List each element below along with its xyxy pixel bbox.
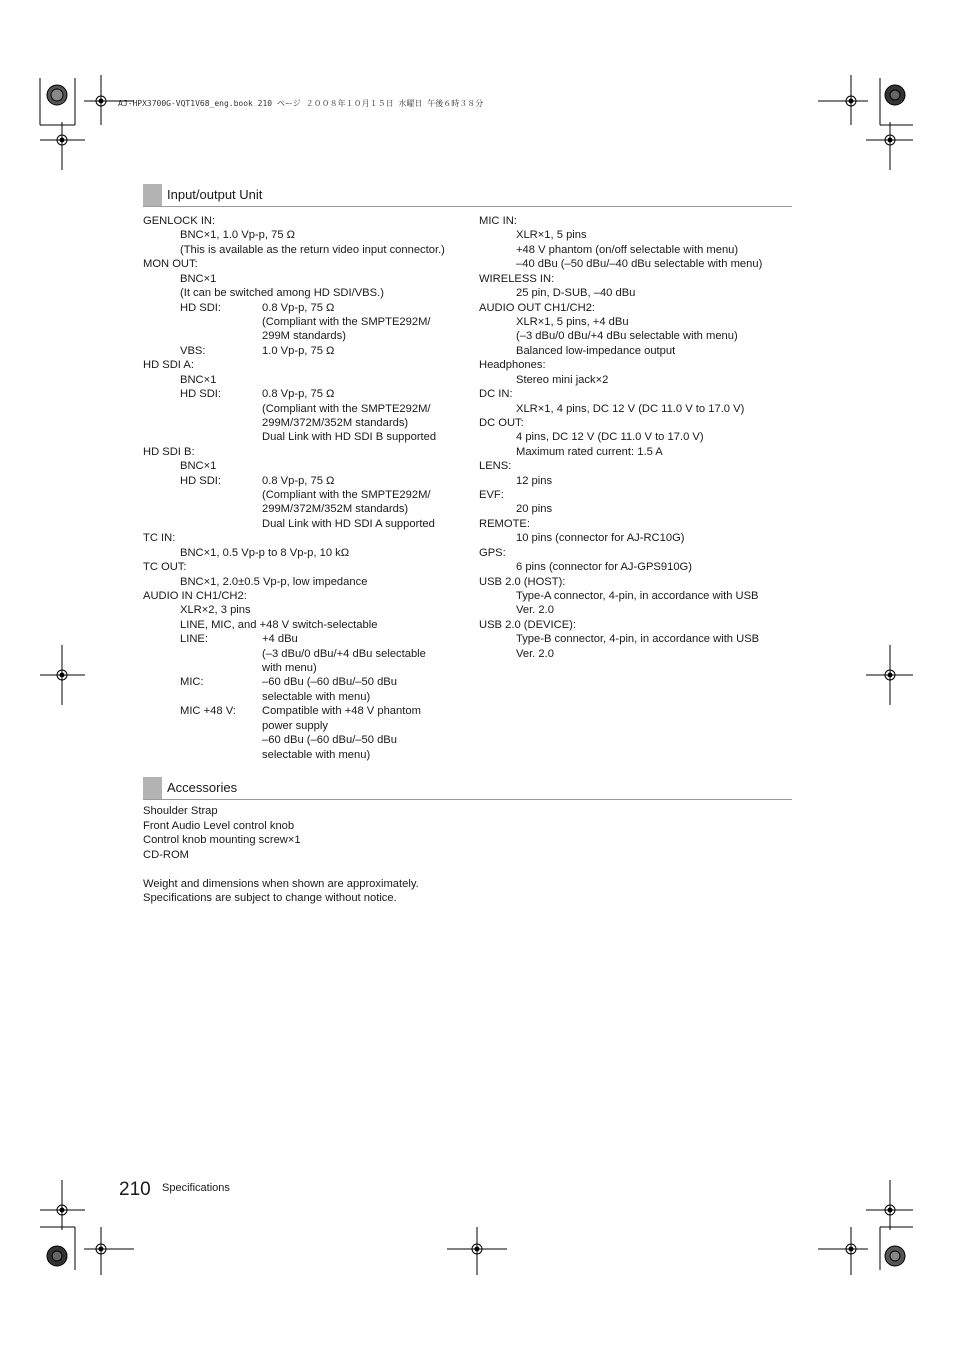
- spec-heading: GENLOCK IN:: [143, 215, 216, 227]
- spec-value: Type-B connector, 4-pin, in accordance with USB: [516, 633, 760, 646]
- accessories-section-title: Accessories: [167, 780, 238, 795]
- footer-section-label: Specifications: [162, 1182, 230, 1194]
- spec-heading: DC OUT:: [479, 416, 524, 429]
- spec-heading: REMOTE:: [479, 517, 530, 530]
- spec-heading: MIC IN:: [479, 215, 517, 227]
- spec-sublabel: HD SDI:: [180, 388, 222, 400]
- accessories-section-header: [143, 777, 792, 800]
- accessory-item: Shoulder Strap: [143, 805, 218, 817]
- spec-heading: USB 2.0 (HOST):: [479, 575, 566, 588]
- spec-value: Dual Link with HD SDI A supported: [262, 517, 435, 530]
- spec-value: (–3 dBu/0 dBu/+4 dBu selectable with menu): [516, 330, 738, 343]
- spec-value: BNC×1: [180, 272, 217, 285]
- spec-value: Balanced low-impedance output: [516, 344, 676, 357]
- section-marker: [143, 777, 162, 799]
- spec-heading: AUDIO OUT CH1/CH2:: [479, 301, 596, 314]
- spec-value: 25 pin, D-SUB, –40 dBu: [516, 287, 636, 300]
- spec-value: BNC×1, 0.5 Vp-p to 8 Vp-p, 10 kΩ: [180, 546, 350, 559]
- spec-sublabel: HD SDI:: [180, 474, 222, 487]
- spec-heading: WIRELESS IN:: [479, 272, 555, 285]
- page-number: 210: [119, 1179, 151, 1200]
- accessory-item: Front Audio Level control knob: [143, 819, 295, 832]
- spec-value: selectable with menu): [262, 748, 371, 761]
- spec-value: 299M/372M/352M standards): [262, 416, 409, 429]
- spec-value: BNC×1: [180, 373, 217, 386]
- spec-value: 20 pins: [516, 503, 553, 516]
- spec-value: (It can be switched among HD SDI/VBS.): [180, 287, 384, 300]
- spec-value: Ver. 2.0: [516, 604, 554, 617]
- spec-value: 12 pins: [516, 474, 553, 487]
- spec-value: Type-A connector, 4-pin, in accordance with USB: [516, 589, 759, 602]
- spec-value: Dual Link with HD SDI B supported: [262, 431, 437, 444]
- spec-heading: TC IN:: [143, 532, 176, 545]
- spec-value: +4 dBu: [262, 633, 298, 646]
- spec-value: Compatible with +48 V phantom: [262, 705, 421, 718]
- spec-value: XLR×1, 4 pins, DC 12 V (DC 11.0 V to 17.0 V): [516, 402, 745, 415]
- spec-sublabel: LINE:: [180, 633, 208, 646]
- spec-heading: Headphones:: [479, 359, 546, 372]
- spec-value: BNC×1: [180, 460, 217, 473]
- spec-value: 0.8 Vp-p, 75 Ω: [262, 388, 335, 400]
- spec-heading: AUDIO IN CH1/CH2:: [143, 589, 247, 602]
- spec-value: 4 pins, DC 12 V (DC 11.0 V to 17.0 V): [516, 431, 704, 444]
- spec-heading: GPS:: [479, 546, 506, 559]
- spec-value: –60 dBu (–60 dBu/–50 dBu: [262, 676, 397, 689]
- section-marker: [143, 184, 162, 206]
- spec-value: with menu): [262, 662, 317, 674]
- spec-value: +48 V phantom (on/off selectable with menu): [516, 243, 739, 256]
- spec-value: (This is available as the return video input connector.): [180, 243, 445, 256]
- spec-sublabel: MIC +48 V:: [180, 705, 236, 718]
- note-line: Specifications are subject to change without notice.: [143, 892, 397, 904]
- spec-value: 299M/372M/352M standards): [262, 503, 409, 516]
- accessory-item: CD-ROM: [143, 848, 189, 861]
- spec-value: –60 dBu (–60 dBu/–50 dBu: [262, 734, 397, 747]
- spec-value: Maximum rated current: 1.5 A: [516, 445, 663, 458]
- io-section-title: Input/output Unit: [167, 187, 263, 202]
- spec-value: LINE, MIC, and +48 V switch-selectable: [180, 618, 378, 631]
- spec-sublabel: HD SDI:: [180, 301, 222, 314]
- spec-value: selectable with menu): [262, 690, 371, 703]
- spec-value: 299M standards): [262, 330, 346, 343]
- spec-heading: HD SDI B:: [143, 445, 195, 458]
- spec-value: (Compliant with the SMPTE292M/: [262, 402, 431, 415]
- spec-heading: EVF:: [479, 489, 504, 501]
- spec-value: power supply: [262, 719, 328, 732]
- io-section-header: [143, 184, 792, 207]
- spec-value: XLR×1, 5 pins, +4 dBu: [516, 315, 629, 328]
- spec-heading: MON OUT:: [143, 258, 198, 271]
- spec-value: –40 dBu (–50 dBu/–40 dBu selectable with menu): [516, 258, 763, 271]
- spec-heading: USB 2.0 (DEVICE):: [479, 618, 576, 631]
- note-line: Weight and dimensions when shown are approximately.: [143, 877, 419, 890]
- spec-value: (–3 dBu/0 dBu/+4 dBu selectable: [262, 647, 426, 660]
- spec-value: Stereo mini jack×2: [516, 373, 609, 386]
- spec-heading: DC IN:: [479, 388, 513, 400]
- spec-heading: TC OUT:: [143, 561, 187, 574]
- spec-value: 10 pins (connector for AJ-RC10G): [516, 532, 685, 545]
- spec-value: 1.0 Vp-p, 75 Ω: [262, 344, 335, 357]
- spec-value: XLR×1, 5 pins: [516, 229, 587, 242]
- spec-value: XLR×2, 3 pins: [180, 604, 251, 617]
- spec-value: 0.8 Vp-p, 75 Ω: [262, 474, 335, 487]
- spec-value: Ver. 2.0: [516, 647, 554, 660]
- spec-value: BNC×1, 1.0 Vp-p, 75 Ω: [180, 229, 296, 242]
- spec-sublabel: MIC:: [180, 676, 204, 689]
- spec-value: BNC×1, 2.0±0.5 Vp-p, low impedance: [180, 575, 368, 588]
- spec-value: 0.8 Vp-p, 75 Ω: [262, 301, 335, 314]
- spec-sublabel: VBS:: [180, 344, 206, 357]
- spec-heading: HD SDI A:: [143, 359, 194, 372]
- spec-value: (Compliant with the SMPTE292M/: [262, 489, 431, 501]
- spec-value: (Compliant with the SMPTE292M/: [262, 315, 431, 328]
- accessory-item: Control knob mounting screw×1: [143, 834, 301, 846]
- file-info-header: AJ-HPX3700G-VQT1V68_eng.book 210 ページ ２００８年１０月１５日 水曜日 午後６時３８分: [118, 99, 484, 108]
- spec-value: 6 pins (connector for AJ-GPS910G): [516, 561, 692, 574]
- spec-heading: LENS:: [479, 460, 512, 473]
